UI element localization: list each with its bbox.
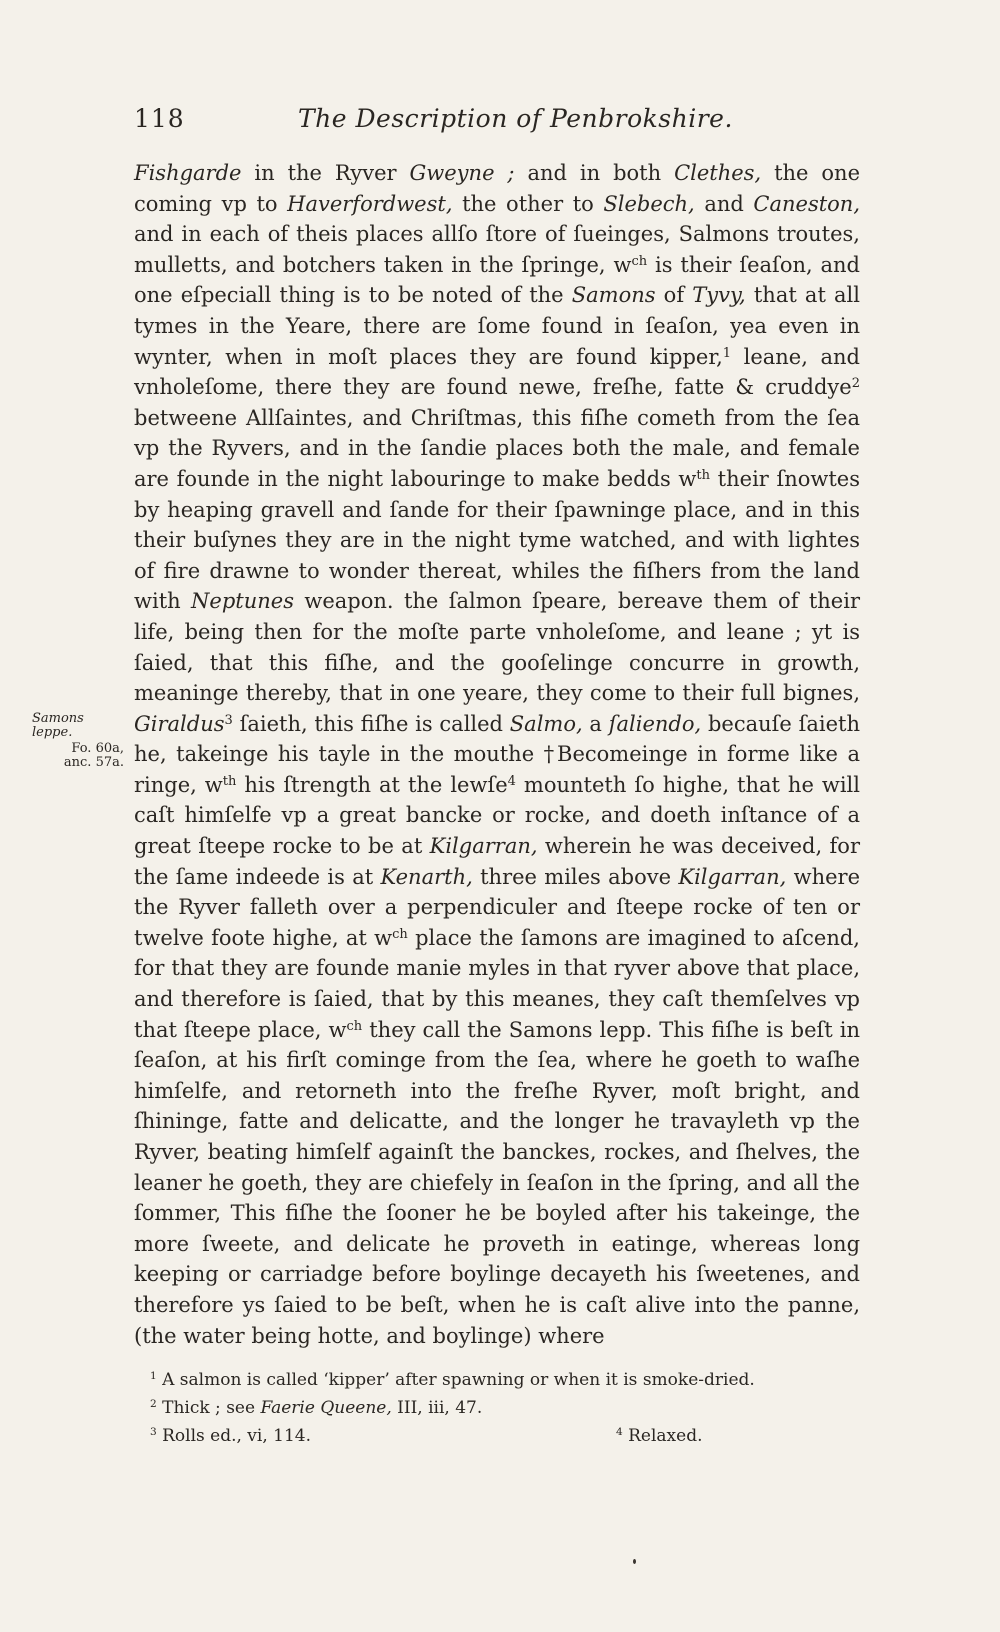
text-run: a xyxy=(582,711,609,736)
margin-note-folio: Fo. 60a, xyxy=(71,741,124,756)
margin-note-ancient-folio: anc. 57a. xyxy=(63,755,124,770)
footnote-ref: 4 xyxy=(507,773,516,789)
superscript: ch xyxy=(346,1018,363,1034)
footnote-1 xyxy=(150,1366,850,1394)
text-run: his ſtrength at the lewſe xyxy=(236,772,508,797)
place-name: Kenarth, xyxy=(380,864,473,889)
place-name: Gweyne ; xyxy=(409,161,515,185)
text-run: is their ſeaſon, and one eſpeciall thing is to be noted of the xyxy=(134,252,860,308)
footnote-ref: 3 xyxy=(224,712,233,728)
text-run: becauſe ſaieth he, takeinge his tayle in the mouthe †Becomeinge in forme like a ringe, w xyxy=(134,711,860,797)
text-run: p xyxy=(482,1231,497,1256)
footnote-text: III, iii, 47. xyxy=(391,1398,483,1418)
text-run: betweene Allſaintes, and Chriſtmas, this fiſhe cometh from the ſea vp the Ryvers, and in the ſandie places both the male, and female are founde in the night labouringe to make bedds w xyxy=(134,405,860,491)
body-paragraph xyxy=(134,158,860,1351)
text-run: of xyxy=(655,283,693,308)
superscript: th xyxy=(222,773,237,789)
superscript: ch xyxy=(631,253,648,269)
text-run: three miles above xyxy=(472,864,679,889)
text-run: that at all tymes in the Yeare, there are ſome found in ſeaſon, yea even in wynter, when in moſt places they are found kipper, xyxy=(134,283,860,369)
place-name: Caneston, xyxy=(753,191,861,216)
paper-speck xyxy=(633,1559,636,1564)
footnote-mark: 4 xyxy=(616,1426,623,1439)
italic-term: Neptunes xyxy=(191,589,294,614)
text-run: where the Ryver falleth over a perpendiculer and ſteepe rocke of ten or twelve foote highe, at w xyxy=(134,864,860,950)
footnotes xyxy=(150,1366,850,1450)
expanded-abbreviation: ro xyxy=(496,1231,519,1256)
footnote-4 xyxy=(616,1422,702,1450)
footnote-text: Thick ; see xyxy=(156,1398,261,1418)
footnote-3 xyxy=(150,1422,850,1450)
footnote-text: A salmon is called ‘kipper’ after spawning or when it is smoke-dried. xyxy=(156,1370,755,1390)
place-name: Kilgarran, xyxy=(678,864,787,889)
text-run: weapon. the ſalmon ſpeare, bereave them of their life, being then for the moſte parte vnholeſome, and leane ; yt is ſaied, that this fiſhe, and the gooſelinge concurre in growth, meaninge thereby, that in one yeare, they come to their full bignes, xyxy=(134,589,860,706)
superscript: th xyxy=(696,467,711,483)
margin-note-label: Samons leppe. xyxy=(32,711,84,740)
place-name: Fishgarde xyxy=(134,161,242,185)
text-run: in the Ryver xyxy=(241,161,410,185)
place-name: Haverfordwest, xyxy=(287,191,453,216)
superscript: ch xyxy=(392,926,408,942)
place-name: Slebech, xyxy=(603,191,695,216)
text-run: the one coming vp to xyxy=(134,161,860,216)
text-run: veth in eatinge, whereas long keeping or carriadge before boylinge decayeth his ſweetenes, and therefore ys ſaied to be beſt, when he is caſt alive into the panne, (the water being hotte, and boylinge) where xyxy=(134,1231,861,1348)
text-run: ſaieth, this fiſhe is called xyxy=(232,711,510,736)
text-run: wherein he was deceived, for the ſame indeede is at xyxy=(134,834,860,889)
page-number: 118 xyxy=(134,104,185,133)
text-run: and xyxy=(694,191,754,216)
text-run: they call the Samons lepp. This fiſhe is beſt in ſeaſon, at his firſt cominge from the ſea, where he goeth to waſhe himſelfe, and retorneth into the freſhe Ryver, moſt bright, and ſhininge, fatte and delicatte, and the longer he travayleth vp the Ryver, beating himſelf againſt the banckes, rockes, and ſhelves, the leaner he goeth, they are chiefely in ſeaſon in the ſpring, and all the ſommer, This fiſhe the ſooner he be boyled after his takeinge, the more ſweete, and delicate he xyxy=(134,1017,861,1256)
text-run: mounteth ſo highe, that he will caſt himſelfe vp a great bancke or rocke, and doeth inſtance of a great ſteepe rocke to be at xyxy=(134,772,860,859)
text-run: the other to xyxy=(452,191,604,216)
footnote-ref: 1 xyxy=(722,345,732,361)
place-name: Clethes, xyxy=(674,161,762,185)
text-run: leane, and vnholeſome, there they are found newe, freſhe, fatte & cruddye xyxy=(134,344,860,400)
footnote-2 xyxy=(150,1394,850,1422)
text-run: their ſnowtes by heaping gravell and ſande for their ſpawninge place, and in this their buſynes they are in the night tyme watched, and with lightes of fire drawne to wonder thereat, whiles the fiſhers from the land with xyxy=(134,466,861,614)
place-name: Tyvy, xyxy=(692,283,746,308)
text-run: and in both xyxy=(514,161,675,185)
footnote-mark: 3 xyxy=(150,1426,157,1439)
footnote-text: Relaxed. xyxy=(622,1426,703,1446)
italic-term: Samons xyxy=(571,283,656,308)
footnote-mark: 1 xyxy=(150,1370,157,1383)
latin-term: Salmo, xyxy=(509,711,583,736)
place-name: Kilgarran, xyxy=(429,834,538,859)
footnote-mark: 2 xyxy=(150,1398,157,1411)
footnote-work-title: Faerie Queene, xyxy=(260,1398,392,1418)
text-run: place the ſamons are imagined to aſcend, for that they are founde manie myles in that ryver above that place, and therefore is ſaied, that by this meanes, they caſt themſelves vp that ſteepe place, w xyxy=(134,925,860,1042)
footnote-ref: 2 xyxy=(851,376,860,391)
footnote-text: Rolls ed., vi, 114. xyxy=(156,1426,311,1446)
text-run: and in each of theis places allſo ſtore of ſueinges, Salmons troutes, mulletts, and botchers taken in the ſpringe, w xyxy=(134,222,860,277)
body-text xyxy=(134,158,860,1351)
latin-term: ſaliendo, xyxy=(608,711,702,736)
running-title: The Description of Penbrokshire. xyxy=(298,104,733,133)
margin-note xyxy=(32,712,124,770)
running-head xyxy=(134,104,860,144)
author-name: Giraldus xyxy=(134,711,225,736)
